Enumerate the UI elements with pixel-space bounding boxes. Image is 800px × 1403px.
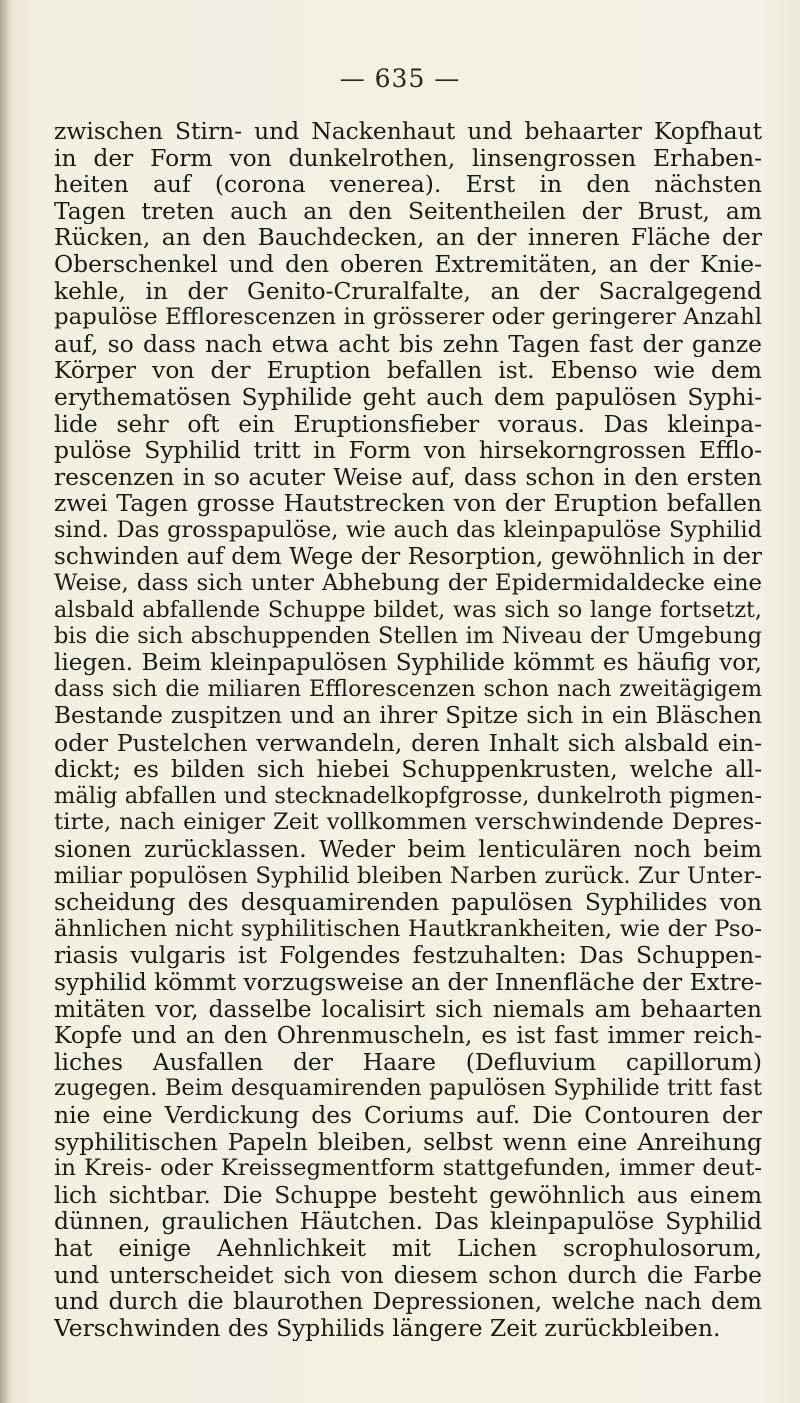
text-line: rescenzen in so acuter Weise auf, dass schon in den ersten <box>54 463 762 491</box>
text-line: syphilid kömmt vorzugsweise an der Innenfläche der Extre- <box>54 969 762 996</box>
text-line: scheidung des desquamirenden papulösen Syphilides von <box>54 889 762 916</box>
text-line: liches Ausfallen der Haare (Defluvium capillorum) <box>54 1048 762 1076</box>
text-line: sionen zurücklassen. Weder beim lenticulären noch beim <box>54 836 762 863</box>
text-line: liegen. Beim kleinpapulösen Syphilide kömmt es häufig vor, <box>54 649 762 676</box>
text-line: erythematösen Syphilide geht auch dem papulösen Syphi- <box>54 383 762 411</box>
text-line: dickt; es bilden sich hiebei Schuppenkrusten, welche all- <box>54 756 762 783</box>
text-line: hat einige Aehnlichkeit mit Lichen scrophulosorum, <box>54 1234 762 1262</box>
text-line: kehle, in der Genito-Cruralfalte, an der Sacralgegend <box>54 277 762 305</box>
text-line: zwei Tagen grosse Hautstrecken von der Eruption befallen <box>54 490 762 517</box>
text-line: Körper von der Eruption befallen ist. Ebenso wie dem <box>54 357 762 384</box>
text-line: zugegen. Beim desquamirenden papulösen Syphilide tritt fast <box>54 1075 762 1102</box>
text-line: tirte, nach einiger Zeit vollkommen verschwindende Depres- <box>54 809 762 836</box>
text-line: und durch die blaurothen Depressionen, welche nach dem <box>54 1288 762 1315</box>
text-line: Kopfe und an den Ohrenmuscheln, es ist fast immer reich- <box>54 1022 762 1049</box>
text-line: dass sich die miliaren Efflorescenzen schon nach zweitägigem <box>54 676 762 703</box>
text-line: in der Form von dunkelrothen, linsengrossen Erhaben- <box>54 144 762 172</box>
text-line: mälig abfallen und stecknadelkopfgrosse, dunkelroth pigmen- <box>54 782 762 809</box>
text-line: heiten auf (corona venerea). Erst in den nächsten <box>54 171 762 198</box>
text-line: syphilitischen Papeln bleiben, selbst wenn eine Anreihung <box>54 1128 762 1156</box>
text-line: in Kreis- oder Kreissegmentform stattgefunden, immer deut- <box>54 1155 762 1182</box>
text-line: alsbald abfallende Schuppe bildet, was sich so lange fortsetzt, <box>54 596 762 623</box>
text-line: ähnlichen nicht syphilitischen Hautkrankheiten, wie der Pso- <box>54 915 762 942</box>
binding-shadow <box>0 0 10 1403</box>
text-line: lide sehr oft ein Eruptionsfieber voraus. Das kleinpa- <box>54 410 762 438</box>
text-line: bis die sich abschuppenden Stellen im Niveau der Umgebung <box>54 623 762 650</box>
text-line: papulöse Efflorescenzen in grösserer oder geringerer Anzahl <box>54 304 762 331</box>
text-line: sind. Das grosspapulöse, wie auch das kleinpapulöse Syphilid <box>54 516 762 543</box>
text-line: oder Pustelchen verwandeln, deren Inhalt sich alsbald ein- <box>54 729 762 757</box>
text-line: pulöse Syphilid tritt in Form von hirsekorngrossen Efflo- <box>54 437 762 464</box>
text-line: Verschwinden des Syphilids längere Zeit zurückbleiben. <box>54 1314 721 1342</box>
text-line: Weise, dass sich unter Abhebung der Epidermidaldecke eine <box>54 570 762 597</box>
text-line: Tagen treten auch an den Seitentheilen der Brust, am <box>54 197 762 225</box>
text-line: miliar populösen Syphilid bleiben Narben zurück. Zur Unter- <box>54 862 762 889</box>
text-line: Bestande zuspitzen und an ihrer Spitze sich in ein Bläschen <box>54 703 762 730</box>
body-text <box>54 118 762 1341</box>
text-line: auf, so dass nach etwa acht bis zehn Tagen fast der ganze <box>54 330 762 358</box>
text-line: schwinden auf dem Wege der Resorption, gewöhnlich in der <box>54 543 762 570</box>
text-line: dünnen, graulichen Häutchen. Das kleinpapulöse Syphilid <box>54 1208 762 1235</box>
text-line: Rücken, an den Bauchdecken, an der inneren Fläche der <box>54 224 762 251</box>
page-number: — 635 — <box>339 64 461 93</box>
text-line: lich sichtbar. Die Schuppe besteht gewöhnlich aus einem <box>54 1181 762 1209</box>
text-line: und unterscheidet sich von diesem schon durch die Farbe <box>54 1261 762 1289</box>
text-line: Oberschenkel und den oberen Extremitäten, an der Knie- <box>54 250 762 278</box>
text-line: nie eine Verdickung des Coriums auf. Die Contouren der <box>54 1101 762 1129</box>
text-line: mitäten vor, dasselbe localisirt sich niemals am behaarten <box>54 995 762 1023</box>
text-line: zwischen Stirn- und Nackenhaut und behaarter Kopfhaut <box>54 118 762 145</box>
text-line: riasis vulgaris ist Folgendes festzuhalten: Das Schuppen- <box>54 942 762 969</box>
